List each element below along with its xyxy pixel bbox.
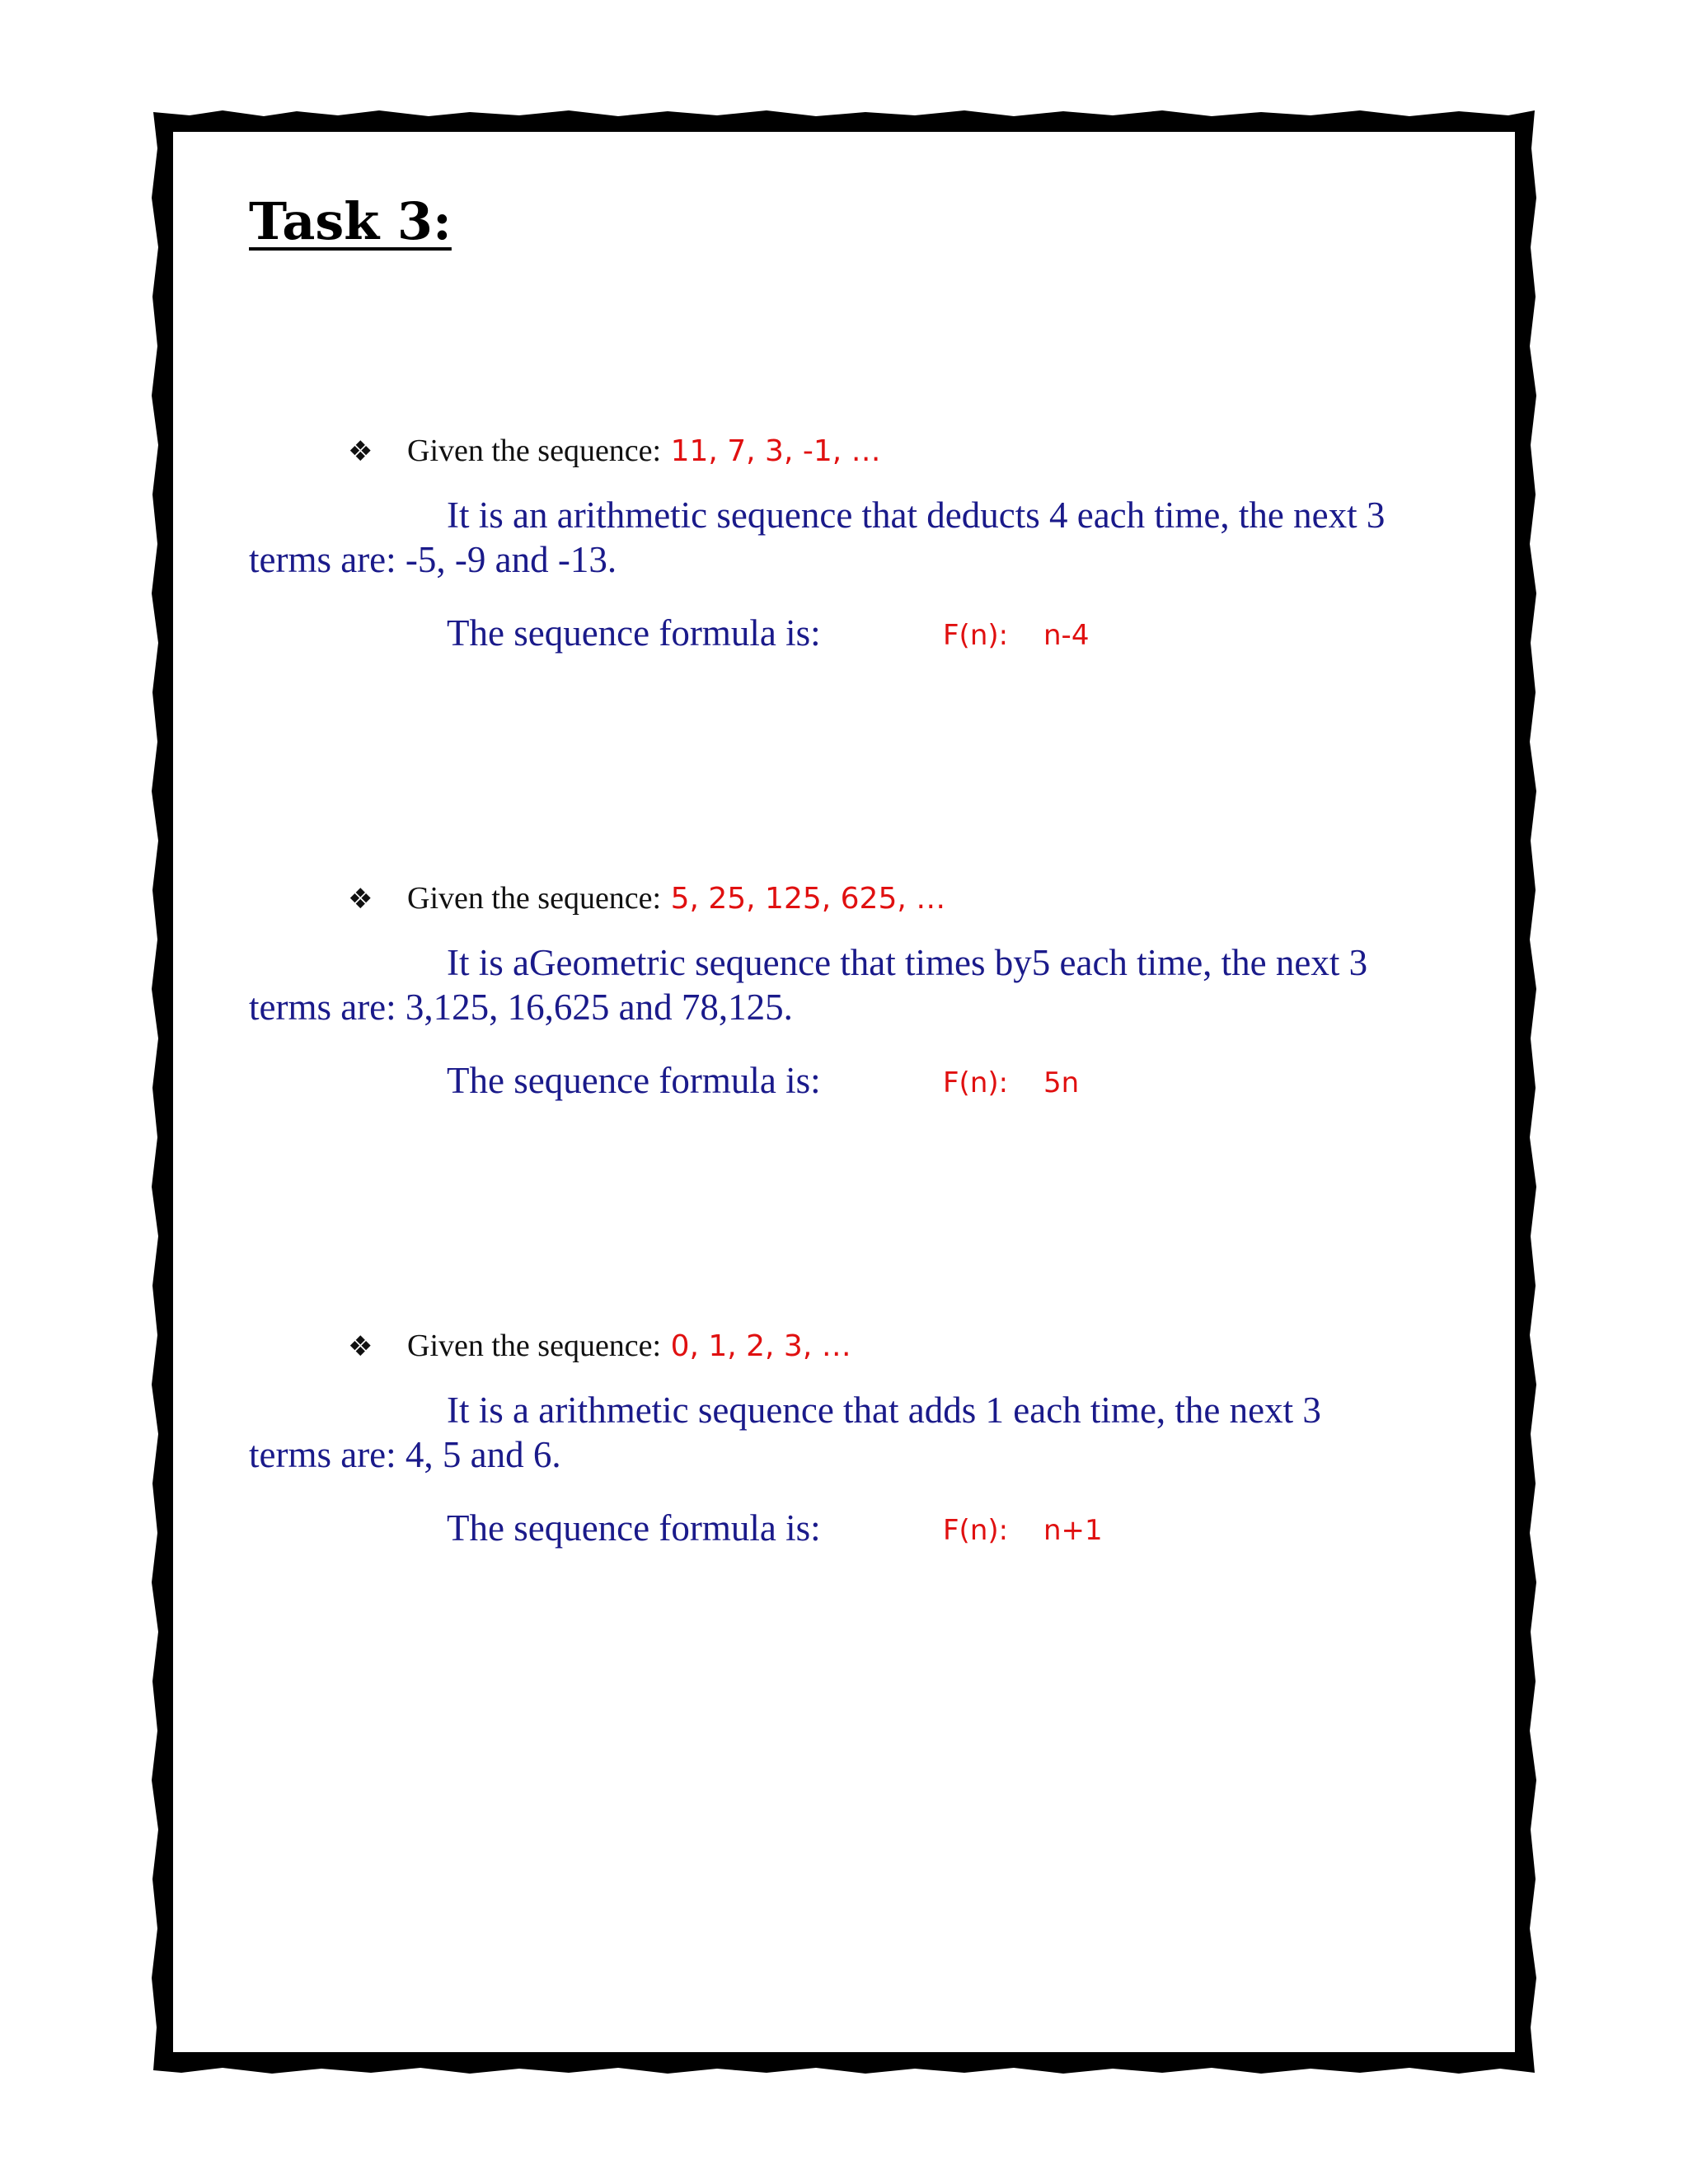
explanation-2 xyxy=(249,940,1452,1029)
sequence-item-3 xyxy=(348,1330,851,1361)
given-label: Given the sequence: xyxy=(407,1329,662,1363)
fn-label: F(n): xyxy=(943,1066,1009,1099)
diamond-bullet-icon: ❖ xyxy=(348,435,373,468)
fn-value: n+1 xyxy=(1043,1514,1103,1547)
diamond-bullet-icon: ❖ xyxy=(348,883,373,916)
fn-value: 5n xyxy=(1043,1066,1080,1099)
explanation-line: It is a arithmetic sequence that adds 1 each time, the next 3 xyxy=(447,1390,1321,1431)
formula-label: The sequence formula is: xyxy=(447,1507,821,1549)
explanation-3 xyxy=(249,1388,1452,1477)
explanation-1 xyxy=(249,493,1452,582)
explanation-line: It is an arithmetic sequence that deducts 4 each time, the next 3 xyxy=(447,494,1386,536)
diamond-bullet-icon: ❖ xyxy=(348,1330,373,1363)
formula-label: The sequence formula is: xyxy=(447,1060,821,1101)
explanation-line: It is aGeometric sequence that times by5 each time, the next 3 xyxy=(447,942,1368,983)
sequence-values: 11, 7, 3, -1, … xyxy=(670,434,881,468)
fn-value: n-4 xyxy=(1043,619,1090,652)
task-title: Task 3: xyxy=(249,191,452,251)
explanation-line: terms are: -5, -9 and -13. xyxy=(249,539,617,580)
explanation-line: terms are: 4, 5 and 6. xyxy=(249,1434,561,1475)
formula-label: The sequence formula is: xyxy=(447,612,821,654)
sequence-values: 5, 25, 125, 625, … xyxy=(670,882,946,916)
sequence-values: 0, 1, 2, 3, … xyxy=(670,1329,851,1363)
sequence-item-2 xyxy=(348,883,945,914)
fn-label: F(n): xyxy=(943,1514,1009,1547)
explanation-line: terms are: 3,125, 16,625 and 78,125. xyxy=(249,987,793,1028)
fn-label: F(n): xyxy=(943,619,1009,652)
given-label: Given the sequence: xyxy=(407,881,662,916)
sequence-item-1 xyxy=(348,435,881,466)
given-label: Given the sequence: xyxy=(407,434,662,468)
